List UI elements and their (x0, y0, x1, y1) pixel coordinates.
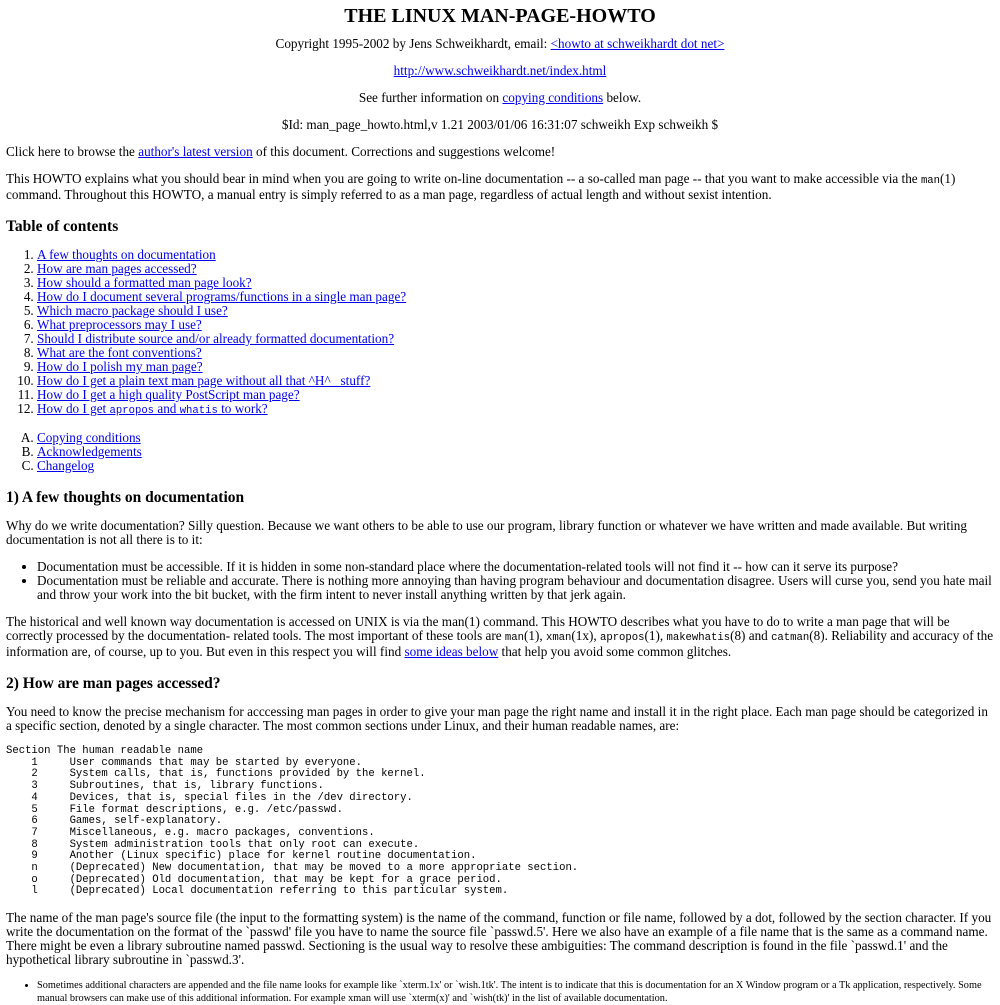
toc-link-7[interactable]: Should I distribute source and/or already formatted documentation? (37, 331, 395, 346)
toc-link-4[interactable]: How do I document several programs/functions in a single man page? (37, 289, 407, 304)
section-1-heading: 1) A few thoughts on documentation (6, 489, 245, 506)
list-item: • Sometimes additional characters are appended and the file name looks for example like `xterm.1x' or `wish.1tk'. The intent is to indicate that this is documentation for an X Window program or a Tk application, respectively. Some manual browsers can make use of this additional information. For example xman will use `xterm(x)' and `wish(tk)' in the list of available documentation. (37, 980, 994, 1005)
appendix-list (6, 431, 994, 473)
man-code: man (504, 632, 524, 644)
toc-link-3[interactable]: How should a formatted man page look? (37, 275, 252, 290)
toc-item (37, 304, 994, 318)
toc-item (37, 388, 994, 402)
man-sections-table: Section The human readable name 1 User commands that may be started by everyone. 2 System calls, that is, functions provided by the kernel. 3 Subroutines, that is, library functions. 4 Devices, that is, special files in the /dev directory. 5 File format descriptions, e.g. /etc/passwd. 6 Games, self-explanatory. 7 Miscellaneous, e.g. macro packages, conventions. 8 System administration tools that only root can execute. 9 Another (Linux specific) place for kernel routine documentation. n (Deprecated) New documentation, that may be moved to a more appropriate section. o (Deprecated) Old documentation, that may be kept for a grace period. l (Deprecated) Local documentation referring to this particular system. (6, 745, 579, 898)
toc-list (6, 248, 994, 418)
man-code: man (920, 175, 941, 187)
intro-text-1: This HOWTO explains what you should bear in mind when you are going to write on-line documentation -- a so-called man page -- that you want to make accessible via the (6, 171, 921, 186)
section-2-heading: 2) How are man pages accessed? (6, 675, 221, 692)
copying-conditions-link[interactable]: copying conditions (502, 90, 604, 105)
appendix-link-copying[interactable]: Copying conditions (37, 430, 141, 445)
list-item: • Documentation must be reliable and accurate. There is nothing more annoying than having program behaviour and documentation disagree. Users will curse you, send you hate mail and throw your work into the bit bucket, with the firm intent to never install anything written by that jerk again. (37, 574, 994, 602)
toc-item (37, 318, 994, 332)
toc-link-2[interactable]: How are man pages accessed? (37, 261, 197, 276)
toc-item (37, 262, 994, 276)
toc-item (37, 290, 994, 304)
appendix-link-changelog[interactable]: Changelog (37, 458, 95, 473)
further-info-prefix: See further information on (358, 90, 503, 105)
toc-12-text-b: and (154, 401, 180, 416)
toc-link-11[interactable]: How do I get a high quality PostScript man page? (37, 387, 300, 402)
section-2-bullets (6, 980, 994, 1005)
copyright-line (6, 37, 994, 51)
toc-item (37, 276, 994, 290)
homepage-link[interactable]: http://www.schweikhardt.net/index.html (393, 63, 607, 78)
section-1-para-2 (6, 615, 994, 659)
toc-item (37, 346, 994, 360)
browse-line (6, 145, 994, 159)
para2-text: (8). Reliability and accuracy of the information are, of course, up to you. But even in this respect you will find (6, 628, 994, 659)
makewhatis-code: makewhatis (666, 632, 731, 644)
document (0, 5, 1000, 1005)
further-info-line (6, 91, 994, 105)
page-title: THE LINUX MAN-PAGE-HOWTO (344, 5, 656, 27)
toc-12-text-c: to work? (217, 401, 268, 416)
latest-version-link[interactable]: author's latest version (138, 144, 253, 159)
appendix-link-acknowledgements[interactable]: Acknowledgements (37, 444, 142, 459)
toc-link-6[interactable]: What preprocessors may I use? (37, 317, 202, 332)
xman-code: xman (545, 632, 572, 644)
homepage-line (6, 64, 994, 78)
whatis-code: whatis (179, 405, 218, 417)
toc-item (37, 402, 994, 418)
toc-item (37, 332, 994, 346)
catman-code: catman (771, 632, 810, 644)
toc-item (37, 360, 994, 374)
para2-text: (1x), (571, 628, 600, 643)
toc-item (37, 374, 994, 388)
apropos-code: apropos (599, 632, 645, 644)
appendix-item (37, 445, 994, 459)
para2-text: (1), (523, 628, 546, 643)
toc-link-1[interactable]: A few thoughts on documentation (37, 247, 216, 262)
further-info-suffix: below. (603, 90, 642, 105)
appendix-item (37, 431, 994, 445)
browse-prefix: Click here to browse the (6, 144, 139, 159)
section-2-para-1: You need to know the precise mechanism for acccessing man pages in order to give your man page the right name and install it in the right place. Each man page should be categorized in a specific section, denoted by a single character. The most common sections under Linux, and their human readable names, are: (6, 704, 988, 733)
some-ideas-link[interactable]: some ideas below (404, 644, 499, 659)
email-link[interactable]: <howto at schweikhardt dot net> (550, 36, 725, 51)
para2-text: (8) and (730, 628, 772, 643)
rcs-id: $Id: man_page_howto.html,v 1.21 2003/01/06 16:31:07 schweikh Exp schweikh $ (281, 117, 719, 132)
toc-link-9[interactable]: How do I polish my man page? (37, 359, 203, 374)
toc-12-text-a: How do I get (37, 401, 110, 416)
intro-paragraph (6, 172, 994, 202)
apropos-code: apropos (109, 405, 155, 417)
section-1-bullets (6, 560, 994, 602)
intro-text-2: (1) command. Throughout this HOWTO, a manual entry is simply referred to as a man page, regardless of actual length and without sexist intention. (6, 171, 956, 202)
toc-item (37, 248, 994, 262)
para2-text-end: that help you avoid some common glitches. (498, 644, 732, 659)
para2-text: (1), (644, 628, 667, 643)
toc-link-12[interactable] (37, 401, 268, 416)
toc-heading: Table of contents (6, 218, 119, 235)
appendix-item (37, 459, 994, 473)
list-item: • Documentation must be accessible. If it is hidden in some non-standard place where the documentation-related tools will not find it -- how can it serve its purpose? (37, 560, 994, 574)
toc-link-8[interactable]: What are the font conventions? (37, 345, 202, 360)
section-2-para-2: The name of the man page's source file (the input to the formatting system) is the name of the command, function or file name, followed by a dot, followed by the section character. If you write the documentation on the format of the `passwd' file you have to name the source file `passwd.5'. Here we also have an example of a file name that is the same as a command name. There might be even a library subroutine named passwd. Sectioning is the usual way to resolve these ambiguities: The command description is found in the file `passwd.1' and the hypothetical library subroutine in `passwd.3'. (6, 910, 992, 968)
browse-suffix: of this document. Corrections and suggestions welcome! (252, 144, 556, 159)
copyright-text: Copyright 1995-2002 by Jens Schweikhardt, email: (275, 36, 551, 51)
section-1-para-1: Why do we write documentation? Silly question. Because we want others to be able to use our program, library function or whatever we have written and made available. But writing documentation is not all there is to it: (6, 518, 967, 547)
toc-link-10[interactable]: How do I get a plain text man page without all that ^H^_ stuff? (37, 373, 371, 388)
toc-link-5[interactable]: Which macro package should I use? (37, 303, 228, 318)
para2-text-a: The historical and well known way documentation is accessed on UNIX is via the man(1) command. This HOWTO describes what you have to do to write a man page that will be correctly processed by the documentation- related tools. The most important of these tools are (6, 614, 950, 643)
